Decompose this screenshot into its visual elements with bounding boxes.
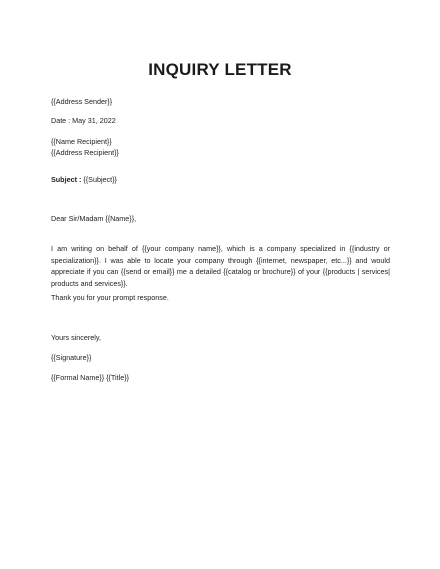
letter-date: Date : May 31, 2022	[51, 116, 116, 125]
formal-name-title: {{Formal Name}} {{Title}}	[51, 373, 130, 382]
formal-name-block	[51, 372, 390, 383]
salutation-block	[51, 213, 390, 224]
sender-address	[51, 96, 390, 107]
address-recipient: {{Address Recipient}}	[51, 148, 119, 157]
signature-block	[51, 352, 390, 363]
thanks-line: Thank you for your prompt response.	[51, 293, 169, 302]
closing-line: Yours sincerely,	[51, 333, 101, 342]
letter-date-block	[51, 115, 390, 126]
body-paragraph: I am writing on behalf of {{your company name}}, which is a company specialized in {{industry or specialization}}. I was able to locate your company through {{internet, newspaper, etc...}} and would appreciate if you can {{send or email}} me a detailed {{catalog or brochure}} of your {{products | services| products and services}}.	[51, 244, 390, 288]
recipient-block	[51, 136, 390, 158]
closing-block	[51, 332, 390, 343]
subject-label: Subject :	[51, 175, 82, 184]
name-recipient: {{Name Recipient}}	[51, 137, 112, 146]
signature-line: {{Signature}}	[51, 353, 92, 362]
letter-title: INQUIRY LETTER	[148, 60, 292, 79]
address-sender: {{Address Sender}}	[51, 97, 113, 106]
thanks-block	[51, 292, 390, 303]
subject-line	[51, 174, 390, 185]
subject-value: {{Subject}}	[81, 175, 117, 184]
salutation: Dear Sir/Madam {{Name}},	[51, 214, 137, 223]
